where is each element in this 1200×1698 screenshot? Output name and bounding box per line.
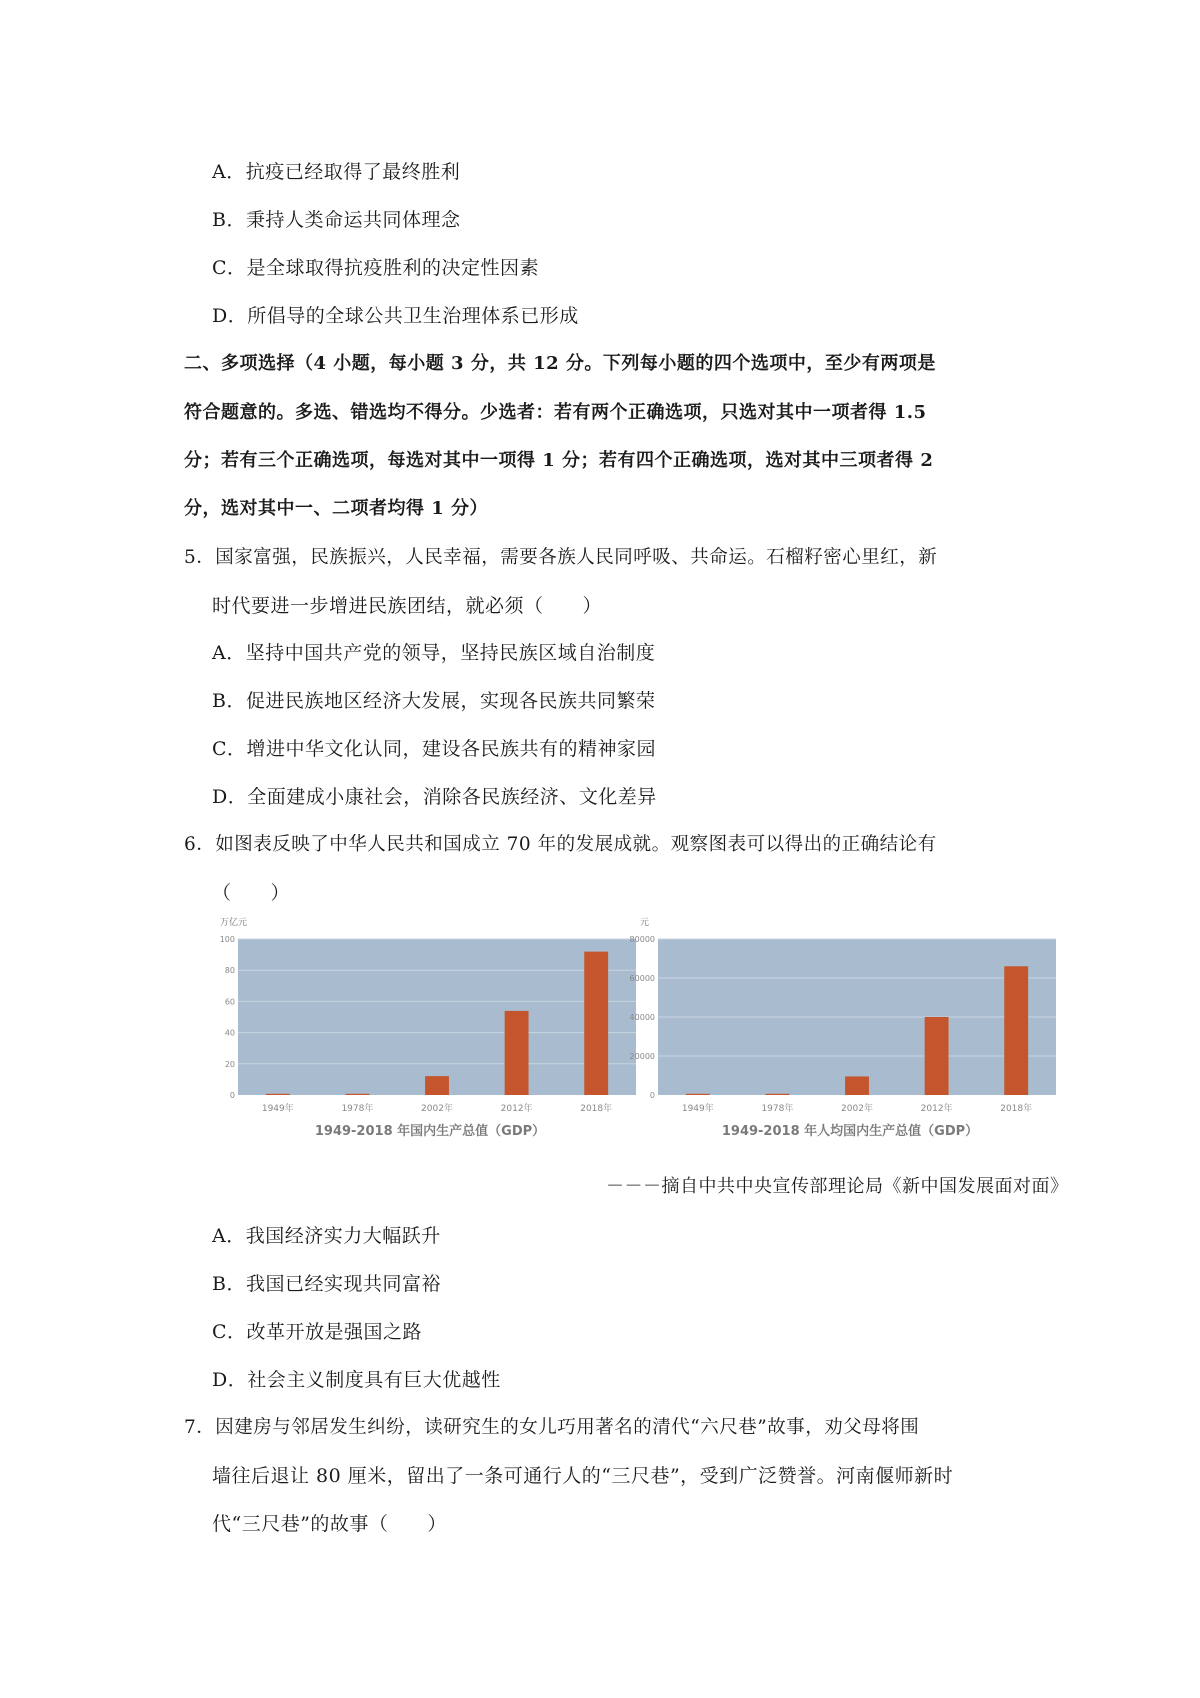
bar bbox=[1004, 966, 1028, 1095]
y-tick-label: 20000 bbox=[629, 1052, 655, 1061]
q4-option-d: D．所倡导的全球公共卫生治理体系已形成 bbox=[212, 305, 579, 327]
y-tick-label: 20 bbox=[224, 1059, 235, 1069]
y-tick-label: 0 bbox=[649, 1091, 655, 1100]
gdp-chart bbox=[218, 907, 643, 1147]
q6-option-c: C．改革开放是强国之路 bbox=[212, 1321, 423, 1343]
bar bbox=[845, 1076, 869, 1095]
plot-area bbox=[238, 939, 636, 1095]
x-tick-label: 2012年 bbox=[500, 1104, 533, 1114]
q5-option-a: A．坚持中国共产党的领导，坚持民族区域自治制度 bbox=[212, 642, 656, 664]
q6-option-a: A．我国经济实力大幅跃升 bbox=[212, 1225, 441, 1247]
bar bbox=[266, 1094, 290, 1095]
y-tick-label: 40000 bbox=[629, 1013, 655, 1022]
q7-stem-line-3: 代“三尺巷”的故事（ ） bbox=[212, 1513, 447, 1535]
x-tick-label: 1978年 bbox=[341, 1104, 374, 1114]
q5-stem-line-2: 时代要进一步增进民族团结，就必须（ ） bbox=[212, 595, 603, 617]
x-tick-label: 2018年 bbox=[1000, 1104, 1033, 1114]
bar bbox=[584, 952, 608, 1095]
y-unit-label: 万亿元 bbox=[220, 918, 248, 928]
y-tick-label: 100 bbox=[219, 935, 235, 944]
x-tick-label: 1978年 bbox=[761, 1104, 794, 1114]
q6-option-d: D．社会主义制度具有巨大优越性 bbox=[212, 1369, 501, 1391]
y-tick-label: 80000 bbox=[629, 935, 655, 944]
chart-source-note: －－－摘自中共中央宣传部理论局《新中国发展面对面》 bbox=[606, 1176, 1069, 1197]
bar bbox=[925, 1017, 949, 1095]
q4-option-a: A．抗疫已经取得了最终胜利 bbox=[212, 161, 461, 183]
q4-option-c: C．是全球取得抗疫胜利的决定性因素 bbox=[212, 257, 540, 279]
q5-option-d: D．全面建成小康社会，消除各民族经济、文化差异 bbox=[212, 786, 657, 808]
x-tick-label: 2002年 bbox=[841, 1104, 873, 1114]
x-tick-label: 2012年 bbox=[920, 1104, 953, 1114]
y-tick-label: 80 bbox=[224, 966, 235, 976]
q5-stem-line-1: 5．国家富强，民族振兴，人民幸福，需要各族人民同呼吸、共命运。石榴籽密心里红，新 bbox=[184, 547, 938, 568]
chart-title: 1949-2018 年人均国内生产总值（GDP） bbox=[721, 1124, 979, 1139]
y-tick-label: 60000 bbox=[629, 974, 655, 983]
q5-option-b: B．促进民族地区经济大发展，实现各民族共同繁荣 bbox=[212, 690, 656, 712]
q6-option-b: B．我国已经实现共同富裕 bbox=[212, 1273, 441, 1295]
y-tick-label: 60 bbox=[224, 997, 235, 1007]
q4-option-b: B．秉持人类命运共同体理念 bbox=[212, 209, 461, 231]
section2-heading-line-4: 分，选对其中一、二项者均得 1 分） bbox=[184, 498, 489, 519]
chart-title: 1949-2018 年国内生产总值（GDP） bbox=[314, 1124, 546, 1139]
q6-stem-line-1: 6．如图表反映了中华人民共和国成立 70 年的发展成就。观察图表可以得出的正确结论有 bbox=[184, 834, 937, 855]
x-tick-label: 1949年 bbox=[681, 1104, 714, 1114]
q7-stem-line-1: 7．因建房与邻居发生纠纷，读研究生的女儿巧用著名的清代“六尺巷”故事，劝父母将围 bbox=[184, 1417, 920, 1438]
x-tick-label: 1949年 bbox=[261, 1104, 294, 1114]
bar bbox=[686, 1094, 710, 1095]
x-tick-label: 2002年 bbox=[421, 1104, 453, 1114]
y-tick-label: 40 bbox=[224, 1028, 235, 1038]
x-tick-label: 2018年 bbox=[580, 1104, 613, 1114]
q7-stem-line-2: 墙往后退让 80 厘米，留出了一条可通行人的“三尺巷”，受到广泛赞誉。河南偃师新时 bbox=[212, 1465, 954, 1487]
bar bbox=[765, 1094, 789, 1095]
bar bbox=[425, 1076, 449, 1095]
y-tick-label: 0 bbox=[229, 1091, 235, 1100]
bar bbox=[345, 1094, 369, 1095]
q5-option-c: C．增进中华文化认同，建设各民族共有的精神家园 bbox=[212, 738, 657, 760]
q6-stem-line-2: （ ） bbox=[212, 882, 291, 904]
bar bbox=[505, 1011, 529, 1095]
y-unit-label: 元 bbox=[640, 918, 650, 928]
section2-heading-line-3: 分；若有三个正确选项，每选对其中一项得 1 分；若有四个正确选项，选对其中三项者得 2 bbox=[184, 450, 934, 471]
section2-heading-line-2: 符合题意的。多选、错选均不得分。少选者：若有两个正确选项，只选对其中一项者得 1.5 bbox=[184, 402, 927, 423]
section2-heading-line-1: 二、多项选择（4 小题，每小题 3 分，共 12 分。下列每小题的四个选项中，至少有两项是 bbox=[184, 353, 936, 374]
gdp-per-capita-chart bbox=[629, 907, 1063, 1147]
